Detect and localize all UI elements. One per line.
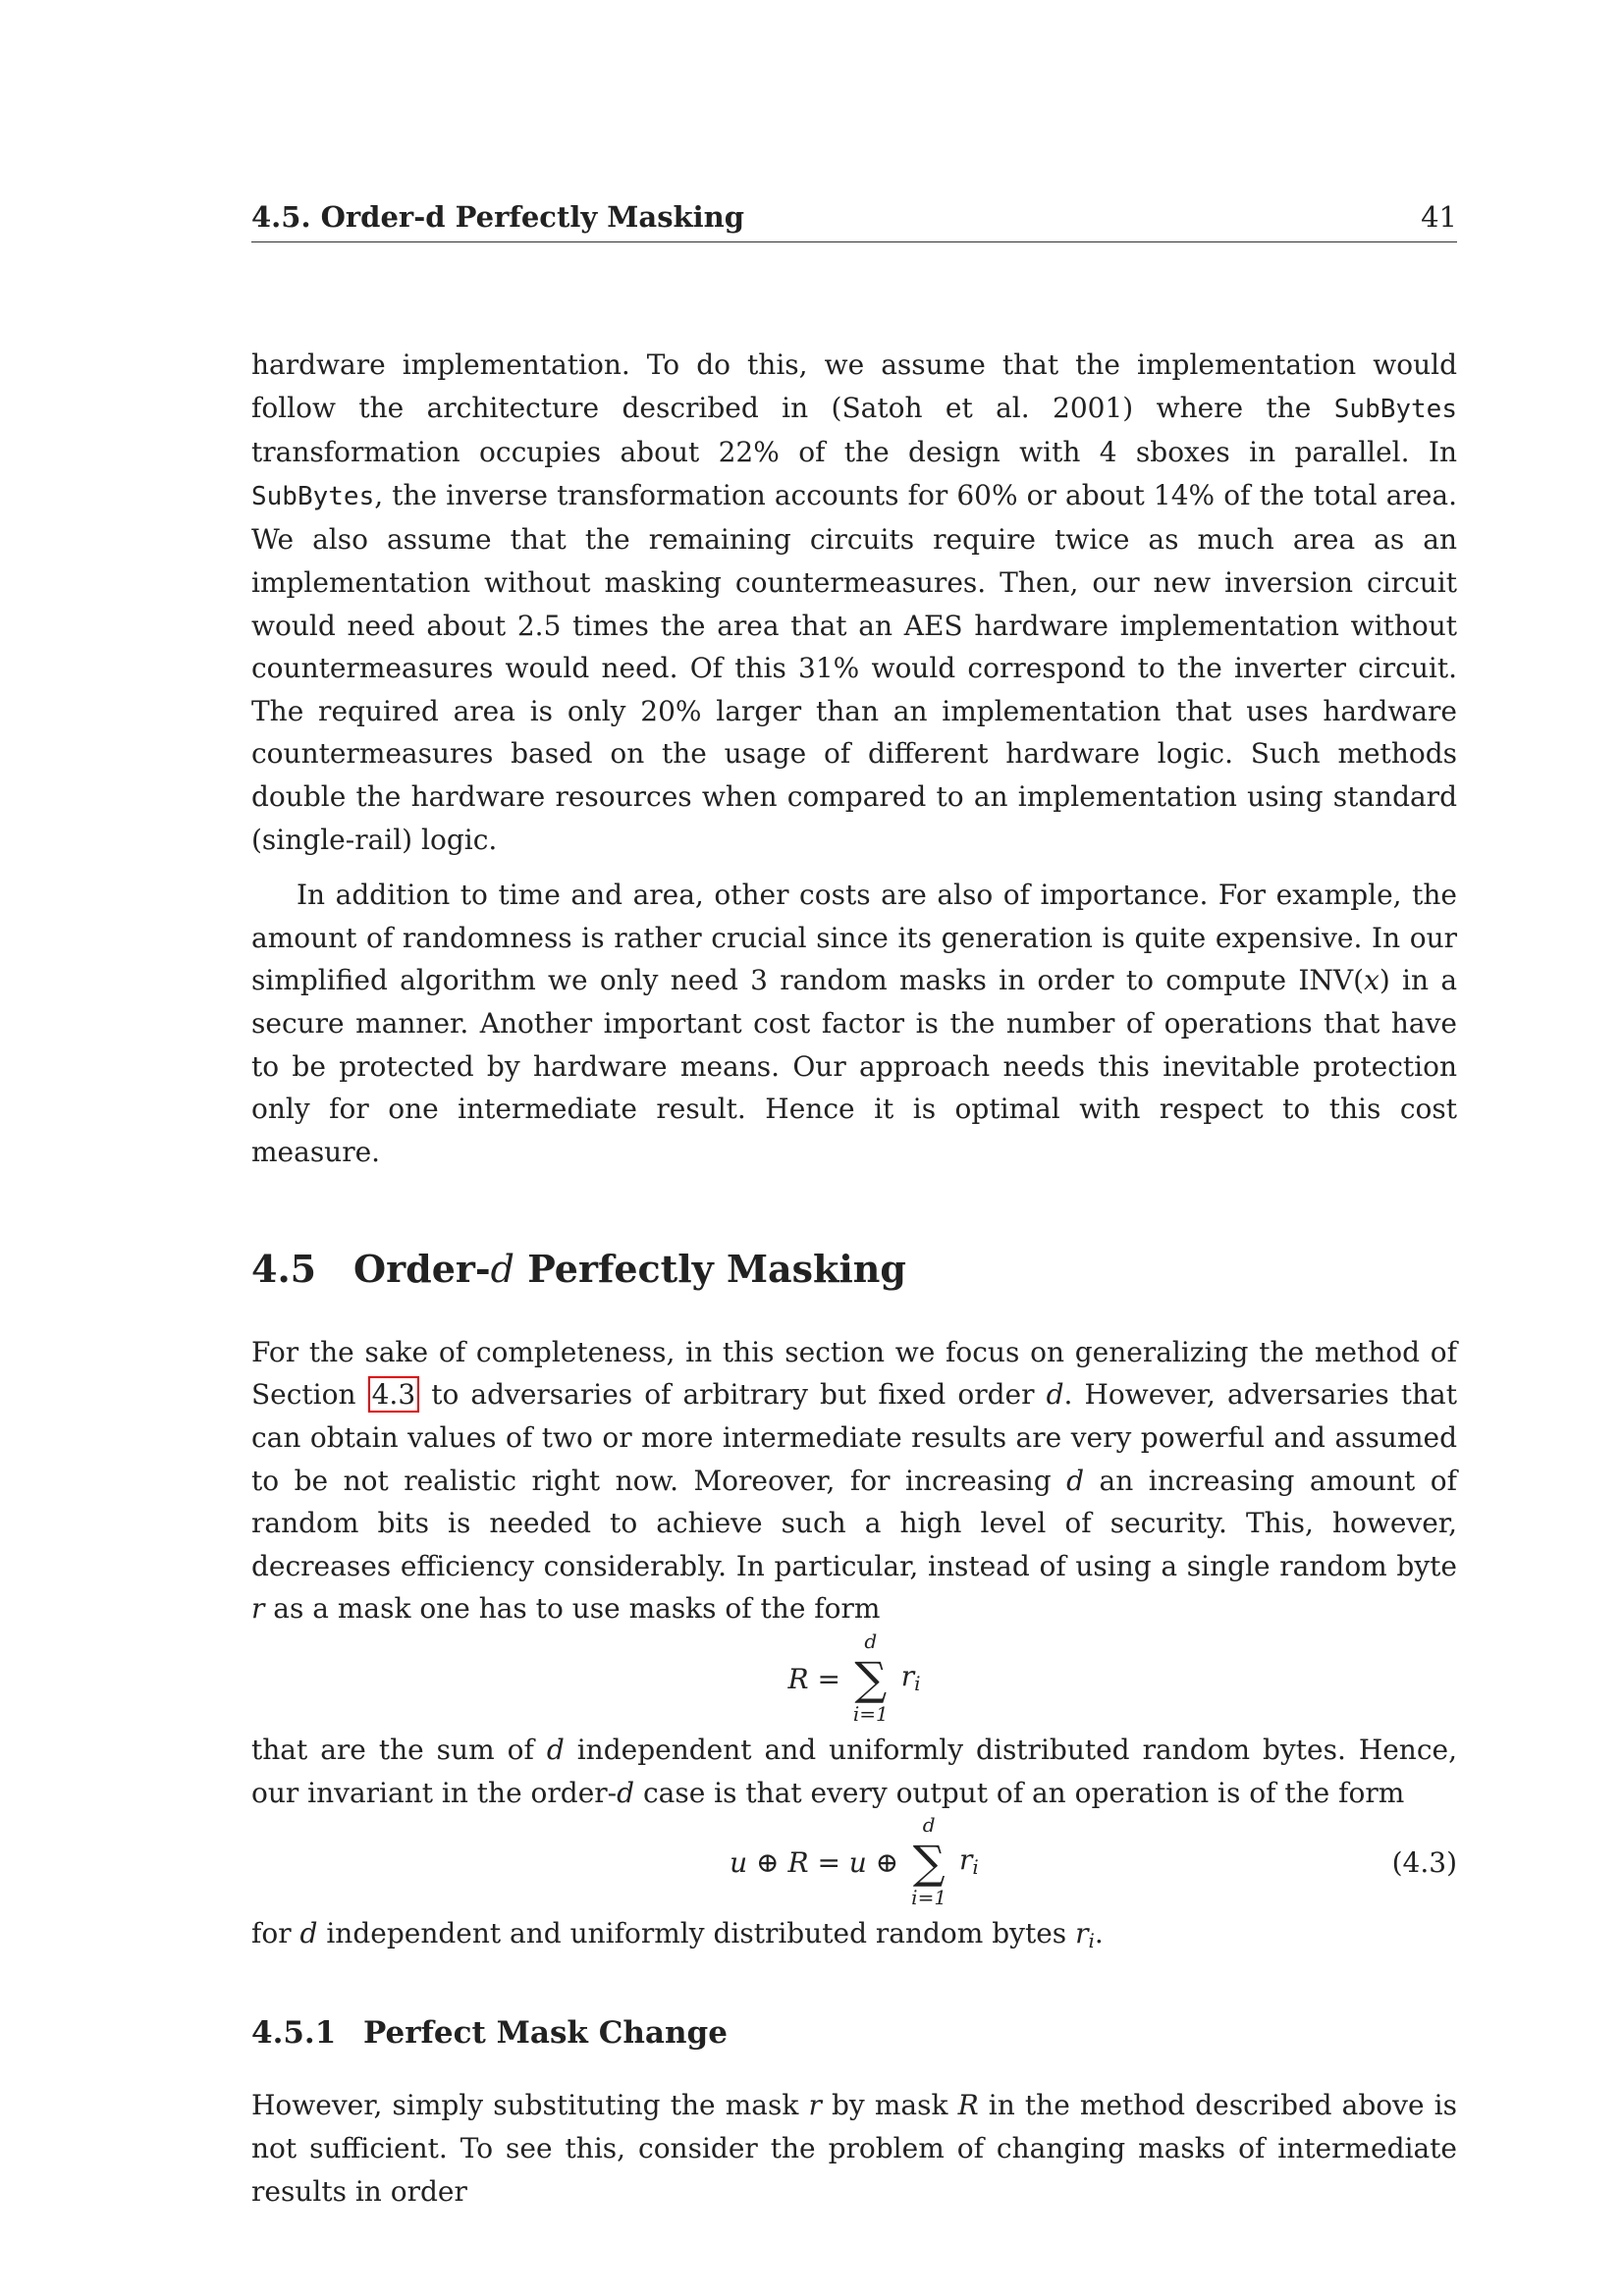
eq2-lhs: u ⊕ R = u ⊕ — [730, 1846, 899, 1880]
equation-mask-sum — [251, 1630, 1457, 1729]
code-subbytes: SubBytes — [1333, 394, 1457, 424]
para1-text-b: transformation occupies about 22% of the design with 4 sboxes in parallel. In — [251, 436, 1457, 469]
eq1-lhs: R = — [787, 1663, 840, 1696]
para6-text-c: in the method described above is not sufficient. To see this, consider the problem of changing masks of intermediate results in order — [251, 2089, 1457, 2208]
section-number: 4.5 — [251, 1247, 317, 1292]
para2-text-b: ) in a secure manner. Another important cost factor is the number of operations that have to be protected by hardware means. Our approach needs this inevitable protection only for one intermediate result. Hence it is optimal with respect to this cost measure. — [251, 964, 1458, 1168]
eq2-term: r — [959, 1842, 973, 1876]
section-title-b: Perfectly Masking — [514, 1247, 906, 1292]
sum-upper-limit: d — [864, 1629, 878, 1654]
paragraph-6 — [251, 2084, 1457, 2213]
sum-upper-limit: d — [922, 1813, 936, 1838]
section-heading — [251, 1248, 1457, 1292]
math-var-x: x — [1364, 964, 1380, 997]
paragraph-1 — [251, 344, 1457, 861]
math-var-d: d — [617, 1776, 635, 1809]
page-number: 41 — [1421, 200, 1457, 234]
math-sub-i: i — [1088, 1929, 1095, 1953]
math-var-r: r — [251, 1592, 265, 1626]
summation-sign: d ∑ i=1 — [907, 1814, 950, 1912]
equation-number: (4.3) — [1391, 1846, 1457, 1880]
subsection-number: 4.5.1 — [251, 2014, 337, 2051]
para4-text-b: independent and uniformly distributed random bytes. Hence, our invariant in the order- — [251, 1734, 1457, 1809]
section-title-a: Order- — [353, 1247, 491, 1292]
para3-text-a: For the sake of completeness, in this section we focus on generalizing the method of Section — [251, 1335, 1457, 1412]
para5-text-c: . — [1094, 1917, 1104, 1950]
subsection-title: Perfect Mask Change — [363, 2014, 728, 2051]
para5-text-b: independent and uniformly distributed random bytes — [317, 1917, 1076, 1950]
para6-text-a: However, simply substituting the mask — [251, 2089, 809, 2122]
eq2-term-sub: i — [972, 1854, 979, 1879]
code-subbytes: SubBytes — [251, 481, 375, 511]
subsection-heading — [251, 2012, 1457, 2056]
math-var-d: d — [299, 1917, 318, 1950]
paragraph-4 — [251, 1729, 1457, 1814]
summation-sign: d ∑ i=1 — [849, 1630, 893, 1729]
para6-text-b: by mask — [821, 2089, 958, 2122]
equation-4-3 — [251, 1814, 1457, 1912]
paragraph-2 — [251, 874, 1457, 1173]
math-var-d: d — [1046, 1378, 1064, 1412]
paragraph-5 — [251, 1912, 1457, 1963]
math-var-r: r — [808, 2089, 822, 2122]
body-text — [251, 344, 1457, 2213]
math-var-d: d — [1066, 1464, 1085, 1497]
sum-lower-limit: i=1 — [852, 1702, 889, 1727]
header-section-title: 4.5. Order-d Perfectly Masking — [251, 200, 744, 234]
eq1-term: r — [900, 1659, 915, 1692]
math-var-r: r — [1075, 1917, 1089, 1950]
para4-text-c: case is that every output of an operation is of the form — [634, 1776, 1405, 1809]
section-link-4-3[interactable]: 4.3 — [368, 1376, 420, 1413]
para1-text-c: , the inverse transformation accounts for 60% or about 14% of the total area. We also assume that the remaining circuits require twice as much area as an implementation without masking countermeasures. Then, our new inversion circuit would need about 2.5 times the area that an AES hardware implementation without countermeasures would need. Of this 31% would correspond to the inverter circuit. The required area is only 20% larger than an implementation that uses hardware countermeasures based on the usage of different hardware logic. Such methods double the hardware resources when compared to an implementation using standard (single-rail) logic. — [251, 478, 1457, 856]
para3-text-b: to adversaries of arbitrary but fixed order — [419, 1378, 1047, 1412]
para4-text-a: that are the sum of — [251, 1734, 547, 1767]
eq1-term-sub: i — [914, 1671, 921, 1695]
para1-text-a: hardware implementation. To do this, we assume that the implementation would follow the architecture described in (Satoh et al. 2001) where the — [251, 348, 1457, 424]
para5-text-a: for — [251, 1917, 300, 1950]
para2-text-a: In addition to time and area, other costs are also of importance. For example, the amount of randomness is rather crucial since its generation is quite expensive. In our simplified algorithm we only need 3 random masks in order to compute INV( — [251, 879, 1457, 997]
math-var-R: R — [957, 2089, 979, 2122]
section-title-var: d — [490, 1248, 514, 1292]
para3-text-e: an increasing amount of random bits is needed to achieve such a high level of security. This, however, decreases efficiency considerably. In particular, instead of using a single random byte — [251, 1464, 1457, 1582]
paragraph-3 — [251, 1331, 1457, 1630]
para3-text-c: . However, adversaries that can obtain values of two or more intermediate results are very powerful and assumed to be not realistic right now. Moreover, for increasing — [251, 1378, 1457, 1497]
para3-text-f: as a mask one has to use masks of the form — [264, 1592, 881, 1626]
math-var-d: d — [546, 1734, 565, 1767]
running-header — [251, 196, 1457, 242]
sum-lower-limit: i=1 — [911, 1886, 947, 1910]
